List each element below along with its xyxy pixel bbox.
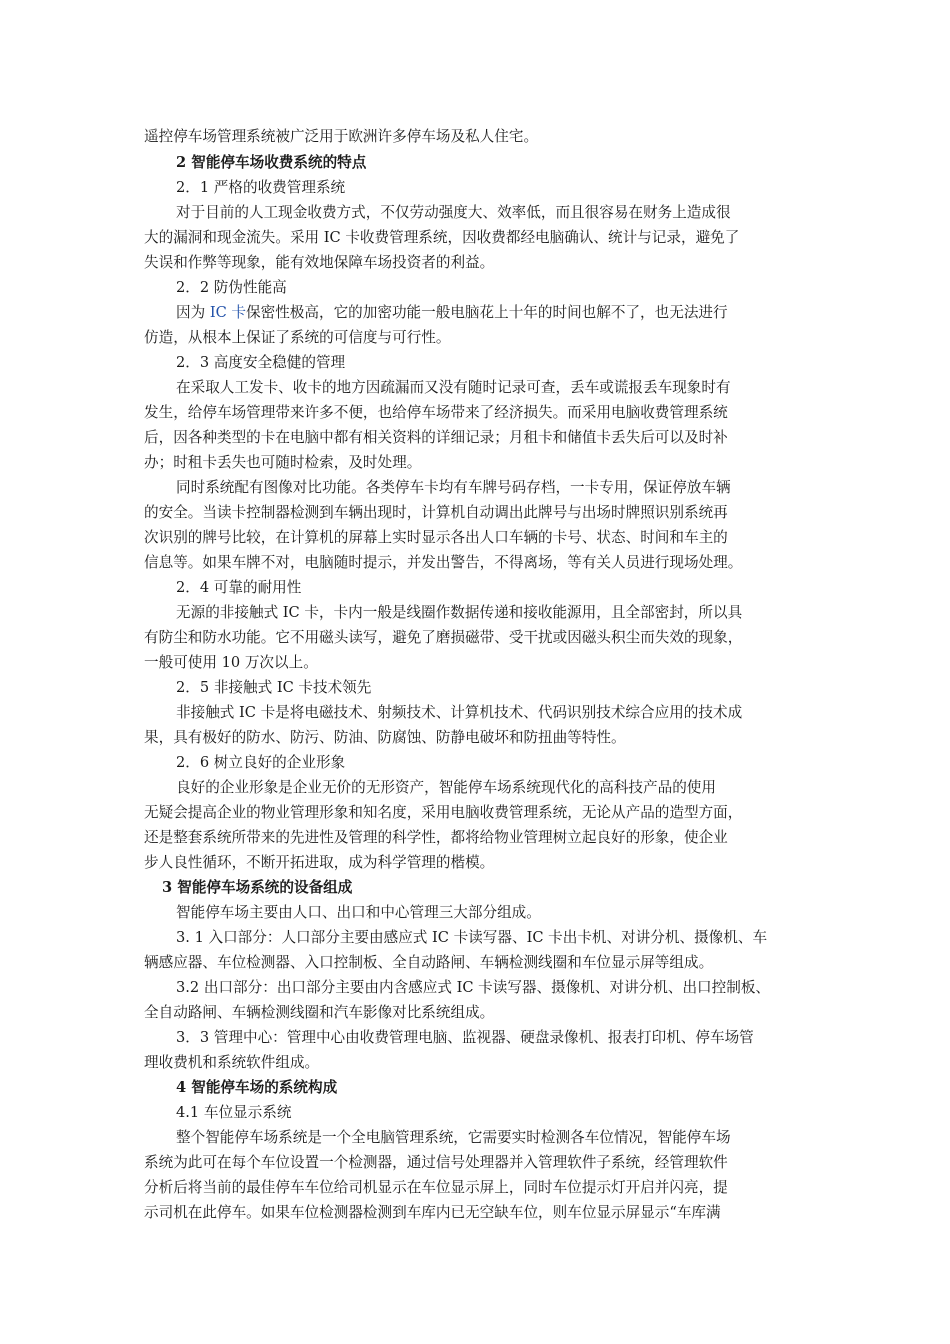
- body-text-line: 步人良性循环，不断开拓进取，成为科学管理的楷模。: [144, 854, 495, 871]
- body-text-line: 还是整套系统所带来的先进性及管理的科学性，都将给物业管理树立起良好的形象，使企业: [144, 829, 728, 846]
- subsection-heading: 2．3 高度安全稳健的管理: [176, 354, 346, 371]
- paragraph-first-line: 在采取人工发卡、收卡的地方因疏漏而又没有随时记录可查，丢车或谎报丢车现象时有: [176, 379, 731, 396]
- body-text-line: 信息等。如果车牌不对，电脑随时提示，并发出警告，不得离场，等有关人员进行现场处理。: [144, 554, 743, 571]
- body-text-segment: 因为: [176, 304, 210, 321]
- section-heading: 4 智能停车场的系统构成: [176, 1079, 338, 1096]
- body-text-line: 仿造，从根本上保证了系统的可信度与可行性。: [144, 329, 451, 346]
- body-text-line: 分析后将当前的最佳停车车位给司机显示在车位显示屏上，同时车位提示灯开启并闪亮，提: [144, 1179, 728, 1196]
- body-text-segment: 保密性极高，它的加密功能一般电脑花上十年的时间也解不了，也无法进行: [246, 304, 728, 321]
- body-text-line: 次识别的牌号比较，在计算机的屏幕上实时显示各出人口车辆的卡号、状态、时间和车主的: [144, 529, 728, 546]
- section-heading: 3 智能停车场系统的设备组成: [162, 879, 353, 896]
- body-text-line: 办；时租卡丢失也可随时检索，及时处理。: [144, 454, 422, 471]
- body-text-line: 大的漏洞和现金流失。采用 IC 卡收费管理系统，因收费都经电脑确认、统计与记录，避免了: [144, 229, 740, 246]
- body-text-line: 后，因各种类型的卡在电脑中都有相关资料的详细记录；月租卡和储值卡丢失后可以及时补: [144, 429, 728, 446]
- body-text-line: 全自动路闸、车辆检测线圈和汽车影像对比系统组成。: [144, 1004, 495, 1021]
- paragraph-first-line: 整个智能停车场系统是一个全电脑管理系统，它需要实时检测各车位情况，智能停车场: [176, 1129, 731, 1146]
- section-heading: 2 智能停车场收费系统的特点: [176, 154, 367, 171]
- body-text-line: 系统为此可在每个车位设置一个检测器，通过信号处理器并入管理软件子系统，经管理软件: [144, 1154, 728, 1171]
- paragraph-first-line: 良好的企业形象是企业无价的无形资产，智能停车场系统现代化的高科技产品的使用: [176, 779, 716, 796]
- paragraph-first-line: [176, 304, 728, 322]
- body-text-line: 理收费机和系统软件组成。: [144, 1054, 320, 1071]
- paragraph-first-line: 同时系统配有图像对比功能。各类停车卡均有车牌号码存档，一卡专用，保证停放车辆: [176, 479, 731, 496]
- subsection-heading: 2．5 非接触式 IC 卡技术领先: [176, 679, 372, 696]
- paragraph-first-line: 3. 1 入口部分：人口部分主要由感应式 IC 卡读写器、IC 卡出卡机、对讲分机、摄像机、车: [176, 929, 768, 946]
- body-text-line: 有防尘和防水功能。它不用磁头读写，避免了磨损磁带、受干扰或因磁头积尘而失效的现象，: [144, 629, 743, 646]
- subsection-heading: 2．4 可靠的耐用性: [176, 579, 302, 596]
- subsection-heading: 4.1 车位显示系统: [176, 1104, 292, 1121]
- body-text-line: 发生，给停车场管理带来许多不便，也给停车场带来了经济损失。而采用电脑收费管理系统: [144, 404, 728, 421]
- paragraph-first-line: 对于目前的人工现金收费方式，不仅劳动强度大、效率低，而且很容易在财务上造成很: [176, 204, 731, 221]
- subsection-heading: 2．2 防伪性能高: [176, 279, 287, 296]
- subsection-heading: 2．1 严格的收费管理系统: [176, 179, 346, 196]
- paragraph-first-line: 3.2 出口部分：出口部分主要由内含感应式 IC 卡读写器、摄像机、对讲分机、出口控制板、: [176, 979, 771, 996]
- subsection-heading: 2．6 树立良好的企业形象: [176, 754, 346, 771]
- body-text-line: 失误和作弊等现象，能有效地保障车场投资者的利益。: [144, 254, 495, 271]
- body-text-line: 的安全。当读卡控制器检测到车辆出现时，计算机自动调出此牌号与出场时牌照识别系统再: [144, 504, 728, 521]
- body-text-line: 果，具有极好的防水、防污、防油、防腐蚀、防静电破坏和防扭曲等特性。: [144, 729, 626, 746]
- paragraph-first-line: 智能停车场主要由人口、出口和中心管理三大部分组成。: [176, 904, 541, 921]
- ic-card-link[interactable]: IC 卡: [209, 304, 246, 321]
- body-text-line: 无疑会提高企业的物业管理形象和知名度，采用电脑收费管理系统，无论从产品的造型方面，: [144, 804, 743, 821]
- body-text-line: 示司机在此停车。如果车位检测器检测到车库内已无空缺车位，则车位显示屏显示“车库满: [144, 1204, 721, 1221]
- paragraph-first-line: 非接触式 IC 卡是将电磁技术、射频技术、计算机技术、代码识别技术综合应用的技术成: [176, 704, 743, 721]
- paragraph-first-line: 无源的非接触式 IC 卡，卡内一般是线圈作数据传递和接收能源用，且全部密封，所以具: [176, 604, 743, 621]
- body-text-line: 一般可使用 10 万次以上。: [144, 654, 318, 671]
- body-text-line: 遥控停车场管理系统被广泛用于欧洲许多停车场及私人住宅。: [144, 128, 539, 145]
- body-text-line: 辆感应器、车位检测器、入口控制板、全自动路闸、车辆检测线圈和车位显示屏等组成。: [144, 954, 714, 971]
- paragraph-first-line: 3．3 管理中心：管理中心由收费管理电脑、监视器、硬盘录像机、报表打印机、停车场管: [176, 1029, 754, 1046]
